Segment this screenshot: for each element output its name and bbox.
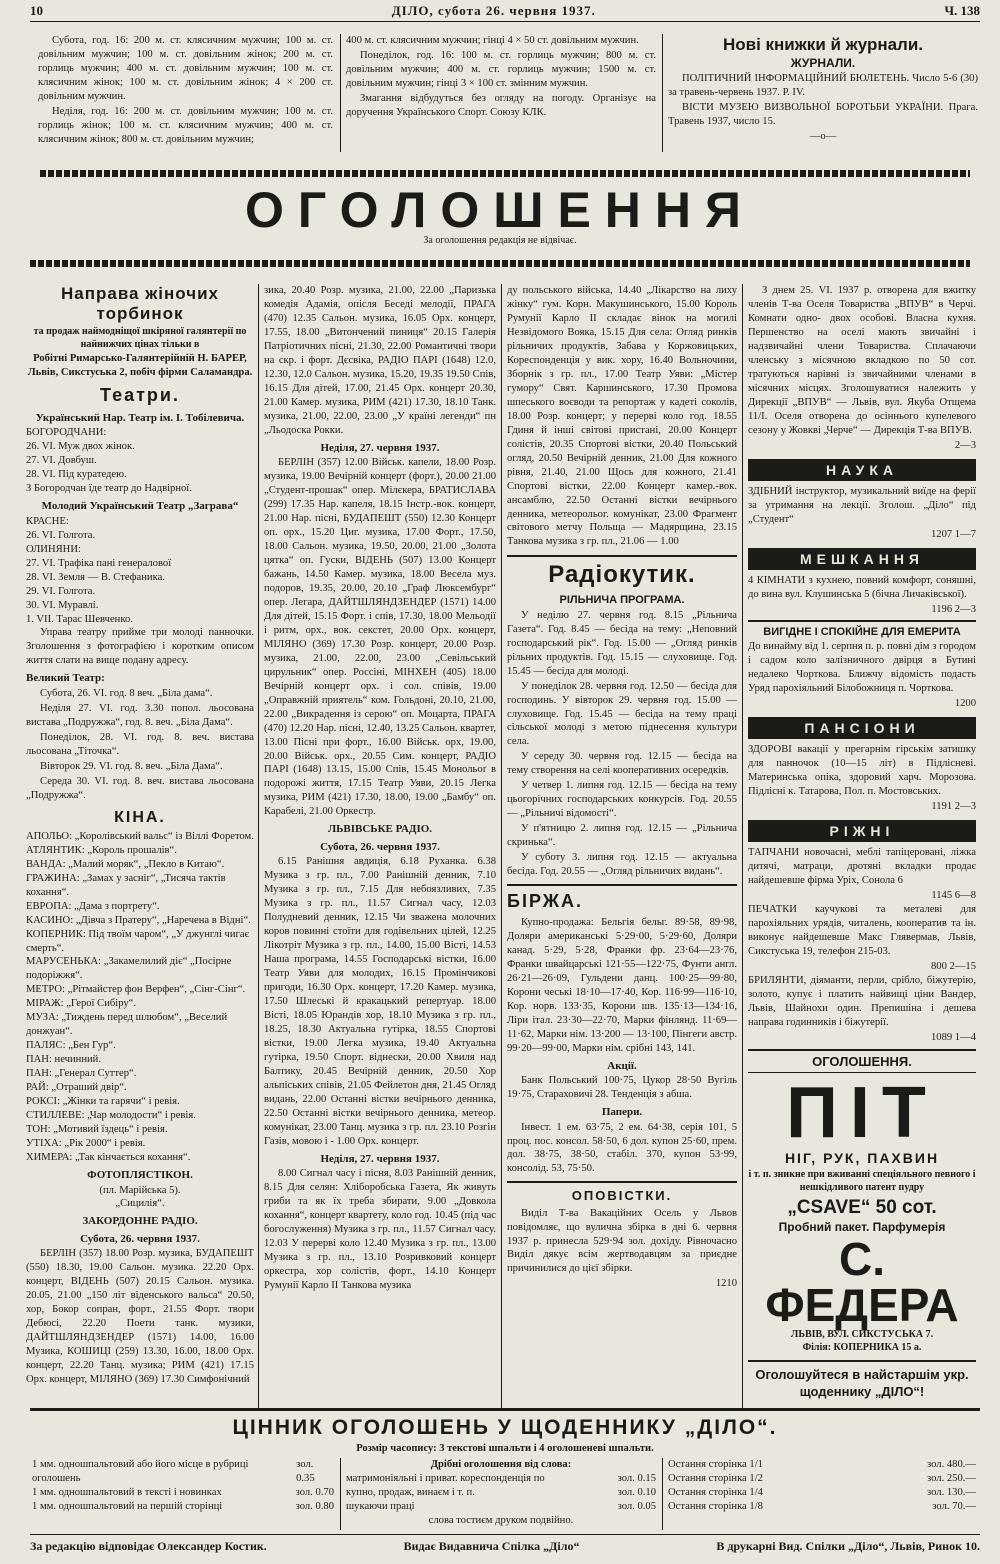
price-label: 1 мм. одношпальтовий в тексті і новинках: [32, 1486, 222, 1498]
notices-title: ОПОВІСТКИ.: [571, 1188, 673, 1204]
purse-ad-title: Направа жіночих торбинок: [60, 284, 220, 324]
page-number: 10: [30, 2, 43, 18]
sport-sunday: Неділя, год. 16: 200 м. ст. довільним мужчин; 100 м. ст. горлиць жінок; 100 м. ст. клясичним мужчин; 400 м. ст. клясичним жінок; 800 м. ст. довільним мужчин;: [38, 105, 333, 145]
pension-number: 1191 2—3: [931, 801, 976, 813]
theatre-2-line: 27. VI. Трафіка пані генералової: [26, 557, 172, 569]
price-value: зол. 0.35: [296, 1459, 315, 1484]
radio-sunday-text: БЕРЛІН (357) 12.00 Військ. капели, 18.00 Розр. музика, 19.00 Вечірній концерт (форт.), 20.00 21.00 „Студент-прошак“ опер. Мілєкера, БРАТИСЛАВА (299) 17.35 Нар. капеля, 18.15 Інстр.-вок. концерт, 21.00 Нар. пісні, БУДАПЕШТ (550) 12.30 Концерт оп. орх., 15.20 Циг. музика, 17.00 Форт., 17.50, 18.00 Сальон. музика, 19.50, 20.00, 21.00 „Золота цятка“ оп. Гуски, ВІДЕНЬ (507) 13.00 Концерт бажань, 14.50 Камер. музика, 18.00 Весела муз. подоров, 19.35, 20.00, 20.10 „Граф Люксембург“ опер. Легара, ДАЙТШЛЯНДЗЕНДЕР (1571) 14.00 Для дітей, 15.15 Форт. і спів, 17.30, 18.00 Мельодії і ритм, орх., вок. секстет, 20.00 Орх. концерт, МІЛЯНО (369) 17.30 Розр. концерт, 20.00 Розр. музика, 21.00, 22.00, 23.00 „Севільський цирульник“ опер. Россіні, МІНХЕН (405) 18.00 Вечірній концерт орх. і сол. співів, 19.00 „Оправжній приятель“ ком. Гольдоні, 20.10, 21.00, 22.00 „Викрадення із серою“ оп. Моцарта, ПРАГА (470) 12.20 Нар. пісні, 12.40, 13.25 Сальон. квартет, 13.00 Пісні при форт., 16.00 Військ. орх, 19.00, 20.00 Військ. орх., 20.55 Сим. концерт, РАДІО ПАРІ (1648) 13.15, 15.00 Спів, 15.45 Монольоґ в подорожі життя, 17.15 Театр Уяви, 20.15 Легка музика, РИМ (421) 17.30, 18.00, 19.00 „Бамбу“ оп. Карабелі, 21.00 Оркестр.: [264, 457, 496, 818]
cinema-line: ГРАЖИНА: „Замах у засніг“, „Тисяча тактів кохання“.: [26, 872, 226, 898]
grand-theatre-title: Великий Театр:: [26, 672, 105, 685]
price-value: зол. 0.70: [295, 1486, 334, 1498]
price-row: [32, 1458, 334, 1486]
issue-number: Ч. 138: [944, 2, 980, 18]
photoplasticon-line: „Сицилія“.: [115, 1198, 165, 1210]
column-1: [26, 284, 254, 1408]
theatre-2-place: ОЛИНЯНИ:: [26, 543, 81, 555]
price-label: купно, продаж, винаєм і т. п.: [346, 1486, 475, 1498]
csave-price: „CSAVE“ 50 сот.: [787, 1197, 937, 1219]
grand-theatre-line: Середа 30. VI. год. 8. веч. вистава льосована „Подружжа“.: [26, 775, 254, 801]
vpuv-number: 2—3: [954, 439, 976, 451]
price-value: зол. 250.—: [927, 1472, 976, 1484]
sport-monday: Понеділок, год. 16: 100 м. ст. горлиць мужчин; 800 м. ст. довільним мужчин; 400 м. ст. горлиць мужчин; 1500 м. ст. довільним мужчин; гінці 3 × 100 ст. змінним мужчин.: [346, 49, 656, 89]
price-label: Остання сторінка 1/1: [668, 1459, 763, 1470]
radio-intro: зика, 20.40 Розр. музика, 21.00, 22.00 „Паризька комедія Адамія, опісля Беседі мелодії, ПРАГА (470) 12.35 Сальон. музика, 16.05 Орх. концерт, 17.55, 18.00 „Витончений пиниця“ 20.15 Галерія Патріотичних пісні, 21.30, 22.00 Романтичні твори на скр. і форт. Дєсвіка, РАДІО ПАРІ (1648) 12.0, 12.30, 12.0 Сальон. музика, 15.20, 19.35 19.50 Спів, 16.15 Для дітей, 17.00, 21.45 Орх. концерт 20.30, 21.00 Камер. музика, РИМ (421) 17.30, 18.10 Танк. музика, 21.00, 22.00, 23.00 „У країні легенди“ пн „Льодоска Рокки.: [264, 285, 496, 436]
grand-theatre-line: Понеділок, 28. VI. год. 8. веч. вистава льосована „Тіточка“.: [26, 731, 254, 757]
price-label: 1 мм. одношпальтовий на першій сторінці: [32, 1500, 223, 1512]
exchange-rule: [507, 884, 737, 886]
lviv-radio-date: Субота, 26. червня 1937.: [320, 840, 440, 853]
papers-title: Папери.: [601, 1106, 643, 1119]
emeritus-number: 1200: [954, 697, 976, 709]
pit-text: і т. п. зникне при вживанні спеціяльного певного і нешкідливого патент пудру: [748, 1168, 976, 1193]
column-divider-1: [258, 284, 259, 1408]
radio-program: У суботу 3. липня год. 12.15 — актуальна бесіда. Год. 20.55 — „Огляд рільничих видань“.: [507, 852, 737, 878]
housing-ad: 4 КІМНАТИ з кухнею, повний комфорт, соняшні, до вина вул. Клушинська 5 (бічна Личаківської).: [748, 575, 976, 601]
pit-title: ПІТ: [786, 1073, 938, 1154]
price-row: [668, 1486, 976, 1500]
theatre-1-line: 27. VI. Довбуш.: [26, 455, 97, 467]
price-row: [668, 1458, 976, 1472]
price-row: [346, 1486, 656, 1500]
new-books: [668, 34, 978, 152]
misc-ad-couches-number: 1145 6—8: [931, 890, 976, 902]
pricelist-left: [32, 1458, 334, 1530]
theatre-2-note: Управа театру прийме три молоді панночки. Зголошення з фотографією і коротким описом життя слати на вище подану адресу.: [26, 627, 254, 667]
radio-program: У середу 30. червня год. 12.15 — бесіда на тему створення на селі кооперативних осередків.: [507, 751, 737, 777]
price-label: Остання сторінка 1/4: [668, 1486, 763, 1498]
cinema-line: ЕВРОПА: „Дама з портрету“.: [26, 900, 160, 912]
science-number: 1207 1—7: [930, 529, 976, 540]
cinema-line: ТОН: „Мотивий їздець“ і ревія.: [26, 1124, 168, 1136]
books-title: Нові книжки й журнали.: [722, 35, 924, 54]
foreign-radio-title: ЗАКОРДОННЕ РАДІО.: [82, 1215, 198, 1228]
vpuv-notice: З днем 25. VI. 1937 р. отворена для вжитку членів Т-ва Оселя Товариства „ВПУВ“ в Черчі. Комнати одно- двох особові. Власна кухня. Першенство на оселі мають звичайні і надзвичайні члени Товариства. Сплачаючи членську з місячною вкладкою по 50 сот. тратуються нарівні із звичайними членами в місячних місцях. Зголошуватися належить у Дирекції „ВПУВ“ — Львів, вул. Якуба Отщема 11/I. Оселя отворена до осіннього купелевого сезону у Жовкві „Черче“ — Дирекція Т-ва ВПУВ.: [748, 285, 976, 436]
federa-title: С. ФЕДЕРА: [765, 1232, 959, 1331]
banner-bar-bottom: [30, 260, 970, 267]
science-ad: ЗДІБНИЙ інструктор, музикальний виїде на ферії за утримання на лекції. Зголош. „Діло“ під „Студент“: [748, 486, 976, 526]
notices-rule: [507, 1181, 737, 1183]
theatre-2-line: 30. VI. Муравлі.: [26, 599, 99, 611]
cinema-line: АТЛЯНТИК: „Король прошалів“.: [26, 844, 177, 856]
top-col-1: [38, 34, 333, 152]
price-value: зол. 130.—: [927, 1486, 976, 1498]
column-divider-3: [742, 284, 743, 1408]
photoplasticon-address: (пл. Марійська 5).: [99, 1184, 181, 1196]
sport-saturday: Субота, год. 16: 200 м. ст. клясичним мужчин; 100 м. ст. довільним мужчин; 100 м. ст. довільним жінок; 200 м. ст. горлиць мужчин; 400 м. ст. довільним мужчин; 100 м. ст. клясичним жінок; 100 м. ст. довільним жінок; 4 × 200 ст. довільним мужчин.: [38, 35, 333, 102]
theatre-1-place: БОГОРОДЧАНИ:: [26, 427, 107, 439]
lviv-sunday-title: Неділя, 27. червня 1937.: [320, 1152, 440, 1165]
foreign-radio-date: Субота, 26. червня 1937.: [80, 1232, 200, 1245]
price-label: матримоніяльні і приват. кореспонденція по: [346, 1472, 545, 1484]
masthead-date: ДІЛО, субота 26. червня 1937.: [391, 2, 596, 18]
footer-editor: За редакцію відповідає Олександер Костик.: [30, 1538, 267, 1553]
theatre-2-place: КРАСНЕ:: [26, 515, 69, 527]
notices-number: 1210: [715, 1278, 737, 1290]
price-value: зол. 0.05: [617, 1500, 656, 1512]
radio-program: У неділю 27. червня год. 8.15 „Рільнича Газета“. Год. 8.45 — бесіда на тему: „Неповний господарський рік“. Год. 15.00 — „Огляд ринків рільних продуктів. Год. 15.15 — слуховище. Год. 15.45 — бесіда для молоді.: [507, 609, 737, 677]
footer: [30, 1534, 980, 1558]
price-label: шукаючи праці: [346, 1500, 415, 1512]
theatre-1-line: З Богородчан їде театр до Надвірної.: [26, 483, 192, 495]
footer-printer: В друкарні Вид. Спілки „Діло“, Львів, Ринок 10.: [716, 1538, 980, 1553]
price-value: зол. 480.—: [927, 1459, 976, 1470]
theatre-2-title: Молодий Український Театр „Заграва“: [41, 500, 239, 513]
radio-sunday-title: Неділя, 27. червня 1937.: [320, 441, 440, 454]
cinema-line: КОПЕРНИК: Під твоїм чаром“, „У джунглі чигає смерть“.: [26, 928, 250, 954]
misc-ad-couches: ТАПЧАНИ новочасні, меблі тапіцеровані, ліжка дитячі, матраци, дротяні вкладки продає найдешевше фірма Уріх, Сонола 6: [748, 847, 976, 887]
price-label: Остання сторінка 1/2: [668, 1472, 763, 1484]
cinema-line: РАЙ: „Отраший двір“.: [26, 1082, 127, 1094]
cinema-line: АПОЛЬО: „Королівський вальс“ із Віллі Форетом.: [26, 830, 254, 842]
pricelist-right: [668, 1458, 976, 1530]
cinema-title: КІНА.: [114, 808, 166, 826]
banner-subtitle: За оголошення редакція не відвічає.: [423, 235, 577, 246]
price-row: [668, 1500, 976, 1514]
cinema-line: ПАН: „Генерал Суттер“.: [26, 1068, 137, 1080]
lviv-radio-title: ЛЬВІВСЬКЕ РАДІО.: [327, 823, 433, 836]
cinema-line: РОКСІ: „Жінки та гарячи“ і ревія.: [26, 1096, 180, 1108]
sport-continued: 400 м. ст. клясичним мужчин; гінці 4 × 50 ст. довільним мужчин.: [346, 35, 639, 46]
slogan: Оголошуйтеся в найстаршім укр. щоденнику „ДІЛО“!: [748, 1360, 976, 1400]
price-row: [346, 1500, 656, 1514]
science-header: НАУКА: [748, 459, 976, 481]
shares-title: Акції.: [607, 1059, 637, 1072]
radio-continued: ду польського війська, 14.40 „Лікарство на лиху жінку“ гум. Корн. Макушинського, 15.00 Король Румунії Карло II складає вінок на могилі Незвідомого Вояка, 15.15 Для села: Огляд ринків рільничих продуктів, Забава у Коржовицьких, Кореспонденція у вик. хору, 16.40 Вольночини, Зборнік з гр. пл., 17.00 Театр Уяви: „Містер гумору“ Свят. Каршинського, 17.30 Промова шпеського воєводи та репортаж у кадеті соколів, 18.00 Розр. концерт; у перерві коло год. 18.55 Гдиня й інші світові пристані, 20.00 Концерт солістів, 20.35 Спортові вістки, 20.40 Польський огляд, 20.50 Вечірній денник, 21.00 Для кожного рівня, 21.40, 21.00 Щось для кожного, 21.41 Спортові вістки, 22.00 Концерт камер.-вок. ансамблю, 22.50 Останні вістки вечірнього денника, метеорольог. комунікат, 23.00 Фрагмент світового метчу Польща — Мадярщина, 23.15 Танкова музика з гр. пл., 21.06 — 1.00: [507, 285, 737, 548]
theatre-2-line: 1. VII. Тарас Шевченко.: [26, 613, 133, 625]
price-value: зол. 0.10: [617, 1486, 656, 1498]
radio-program: У четвер 1. липня год. 12.15 — бесіда на тему цьогорічних господарських конкурсів. Год. 20.55 — „Рільничі відомості“.: [507, 780, 737, 820]
radio-program: У понеділок 28. червня год. 12.50 — бесіда для господинь. У вівторок 29. червня год. 15.00 — слуховище. Год. 15.45 — бесіда на тему праці сільської молоді з метою піднесення культури села.: [507, 680, 737, 748]
lviv-sunday-text: 8.00 Сигнал часу і пісня, 8.03 Ранішній денник, 8.15 Для селян: Хліборобська Газета, Як живуть гриби та як їх треба збирати, 9.00 „Довкола кохання“, концерт квартету, коло год. 10.45 (під час богослуження) Музика з гр. пл., 11.57 Сигнал часу. 12.03 У перерві коло 12.40 Музика з гр. пл., 13.00 Музика з гр. пл., 13.10 Розривковий концерт оркестра, хор солістів, форт., 14.10 Концерт Румунії Карло II Танкова музика: [264, 1168, 496, 1291]
radio-rule: [507, 555, 737, 557]
housing-number: 1196 2—3: [931, 604, 976, 616]
top-divider-2: [662, 34, 663, 152]
books-entry-2: ВІСТИ МУЗЕЮ ВИЗВОЛЬНОЇ БОРОТЬБИ УКРАЇНИ. Прага. Травень 1937, число 15.: [668, 102, 978, 128]
pricelist-subtitle: Розмір часопису: 3 текстові шпальти і 4 оголошеневі шпальти.: [356, 1443, 654, 1454]
misc-ad-diamonds: БРИЛЯНТИ, діяманти, перли, срібло, біжутерію, золото, купує і платить найвищі ціни Вандер, Львів, Шайнохи один. Препишіна і дешева направа годинників і біжутерії.: [748, 975, 976, 1029]
theatres-title: Театри.: [100, 385, 180, 406]
cinema-line: ПАЛЯС: „Бен Гур“.: [26, 1040, 116, 1052]
column-divider-2: [501, 284, 502, 1408]
photoplasticon-title: ФОТОПЛЯСТІКОН.: [87, 1169, 193, 1181]
emeritus-title: ВИГІДНЕ І СПОКІЙНЕ ДЛЯ ЕМЕРИТА: [748, 620, 976, 640]
cinema-line: МУЗА: „Тиждень перед шлюбом“, „Веселий донжуан“.: [26, 1012, 228, 1038]
theatre-1-line: 26. VI. Муж двох жінок.: [26, 441, 135, 453]
price-row: [32, 1500, 334, 1514]
price-row: [668, 1472, 976, 1486]
price-row: [32, 1486, 334, 1500]
price-label: Остання сторінка 1/8: [668, 1500, 763, 1512]
pension-header: ПАНСІОНИ: [748, 717, 976, 739]
cinema-line: УТІХА: „Рік 2000“ і ревія.: [26, 1138, 146, 1150]
misc-header: РІЖНІ: [748, 820, 976, 842]
pricelist-title: ЦІННИК ОГОЛОШЕНЬ У ЩОДЕННИКУ „ДІЛО“.: [232, 1416, 778, 1439]
banner-bar-top: [40, 170, 970, 177]
pension-ad: ЗДОРОВІ вакації у прегарнім гірськім затишку для панночок (10—15 літ) в Підлісневі. Материнська опіка, здоровий харч. Морозова. Підлісні к. Татарова, Пол. п. Мостовських.: [748, 744, 976, 798]
pricelist-rule: [30, 1408, 980, 1411]
column-3: [507, 284, 737, 1408]
masthead: [30, 0, 980, 22]
exchange-title: БІРЖА.: [507, 891, 583, 912]
books-ornament: —o—: [809, 131, 837, 143]
federa-address: ЛЬВІВ, ВУЛ. СИКСТУСЬКА 7.: [790, 1328, 934, 1340]
theatre-2-line: 26. VI. Голгота.: [26, 529, 96, 541]
misc-ad-diamonds-number: 1089 1—4: [930, 1032, 976, 1044]
small-ads-title: Дрібні оголошення від слова:: [430, 1459, 572, 1470]
theatre-1-title: Український Нар. Театр ім. І. Тобілевича.: [35, 411, 245, 424]
radio-program: У п'ятницю 2. липня год. 12.15 — „Рільнича скринька“.: [507, 823, 737, 849]
small-ads-note: слова тостиєм друком подвійно.: [428, 1514, 574, 1526]
price-row: [346, 1472, 656, 1486]
grand-theatre-line: Вівторок 29. VI. год. 8. веч. „Біла Дама“.: [40, 760, 223, 772]
books-subtitle: ЖУРНАЛИ.: [790, 56, 856, 71]
radio-corner-title: Радіокутик.: [548, 561, 696, 589]
price-value: зол. 70.—: [932, 1500, 976, 1512]
misc-ad-stamps-number: 800 2—15: [930, 961, 976, 973]
grand-theatre-line: Субота, 26. VI. год. 8 веч. „Біла дама“.: [40, 687, 213, 699]
federa-branch: Філія: КОПЕРНИКА 15 а.: [802, 1342, 922, 1354]
radio-corner-subtitle: РІЛЬНИЧА ПРОГРАМА.: [559, 594, 685, 607]
theatre-2-line: 29. VI. Голгота.: [26, 585, 96, 597]
cinema-line: КАСИНО: „Дівча з Пратеру“, „Наречена в Відні“.: [26, 914, 251, 926]
ads-header: ОГОЛОШЕННЯ.: [748, 1049, 976, 1073]
theatre-2-line: 28. VI. Земля — В. Стефаника.: [26, 571, 165, 583]
price-value: зол. 0.80: [295, 1500, 334, 1512]
pit-subtitle: НІГ, РУК, ПАХВИН: [784, 1150, 940, 1167]
foreign-radio-text: БЕРЛІН (357) 18.00 Розр. музика, БУДАПЕШТ (550) 18.30, 19.00 Сальон. музика. 22.20 Орх. концерт, ВІДЕНЬ (507) 20.15 Сальон. музика. 20.05, 21.00 „150 літ віденського вальса“ 20.50, хор, Бокор сопран, форт., 21.55 Форт. твори Дебюсі, 22.20 Поети танк. музики, ДАЙТШЛЯНДЗЕНДЕР (1571) 14.00, 16.00 Музика, КОШИЦІ (259) 13.30, 16.00, 18.00 Орх. концерт, 22.20 Танц. музика; РИМ (421) 17.15 Орх. концерт, МІЛЯНО (369) 17.30 Симфонічний: [26, 1248, 254, 1386]
top-col-2: [346, 34, 656, 152]
exchange-text: Купно-продажа: Бельгія бельг. 89·58, 89·98, Доляри американські 5·29·00, 5·29·60, Доляри канад. 5·29, 5·28, Франки фр. 23·64—23·76, Франки швайцарські 121·55—122·75, Фунти англ. 26·21—26·09, Гульдени данц. 100·25—99·80, Корони чеські 18·10—17·40, Кор. 116·99—116·10, Кор. норв. 133·35, Корони шв. 135·13—134·16, Ліри італ. 23·30—22·70, Марки фінлянд. 11·69—11·62, Марки нім. 13·200 — 13·100, Пінгеги австр. 99·20—99·00, Марки нім. срібні 143, 141.: [507, 916, 737, 1054]
cinema-line: ХИМЕРА: „Так кінчається кохання“.: [26, 1152, 191, 1164]
lviv-radio-text: 6.15 Ранішня авдиція, 6.18 Руханка. 6.38 Музика з гр. пл., 7.00 Ранішній денник, 7.10 Музика з гр. пл., 7.15 Для небоязливих, 7.35 Музика з гр. пл., 11.57 Сигнал часу, 12.03 Полудневий денник, 12.15 Чи зважена молочних коров повинні стоїти для годівельних цілей, 12.25 Лікотріт Музика з гр. пл., 14.00, 15.00 Вісті, 14.53 Наша програма, 14.55 Господарські вістки, 16.00 Театр Уяви для молодих, 16.15 Промінчикові пригоди, 16.30 Орх. концерт, 17.20 Камер. музика, 17.50 Шлеські й кракацький репертуар. 18.00 Вісті, 18.05 Юрандів хор, 18.10 Музика з гр. пл., 18.25, 18.30 Актуальна гутірка, 18.55 Спортові вістки, 19.00 Легка музика, 19.40 Актуальна гутірка, 19.50 Спорт. віднески, 20.00 Хвиля над Балтику, 20.45 Вечірній денник, 20.50 Хор альпіських співів, 21.05 Фейлетон дня, 21.45 Огляд видань, 22.00 Останні вістки вечірнього денника, 22.50 Останні вістки вечірнього денника, метеор. комунікат, 23.00 Танц. музика з гр. пл. 23.10 Розгін Газів, мовою і - 1.00 Орх. концерт.: [264, 856, 496, 1147]
pricelist-divider-2: [662, 1458, 663, 1530]
sport-note: Змагання відбудуться без огляду на погоду. Організує на доручення Українського Спорт. Союзу КЛК.: [346, 92, 656, 118]
papers-text: Інвест. 1 ем. 63·75, 2 ем. 64·38, серія 101, 5 проц. пос. консол. 58·50, 6 дол. купон 25·60, прем. дол. 38·75, 38·50, стабіл. 370, купон 53·99, консолід. 53, 75·50.: [507, 1121, 737, 1175]
cinema-line: ВАНДА: „Малий моряк“, „Пекло в Китаю“.: [26, 858, 225, 870]
notices-text: Виділ Т-ва Вакаційних Осель у Львов повідомляє, що вулична збірка в дні 6. червня 1937 р. принесла 529·94 зол. дохіду. Рівночасно Виділ дякує всім жертводавцям за приєдне причинилися до цієї збірки.: [507, 1207, 737, 1275]
price-value: зол. 0.15: [617, 1472, 656, 1484]
footer-publisher: Видає Видавнича Спілка „Діло“: [403, 1538, 580, 1553]
probe-pack: Пробний пакет. Парфумерія: [778, 1220, 946, 1235]
column-4: [748, 284, 976, 1408]
banner-title: ОГОЛОШЕННЯ: [245, 182, 755, 238]
books-entry-1: ПОЛІТИЧНИЙ ІНФОРМАЦІЙНИЙ БЮЛЕТЕНЬ. Число 5-6 (30) за травень-червень 1937. Р. IV.: [668, 73, 978, 99]
cinema-line: МЕТРО: „Рітмайстер фон Верфен“, „Сінг-Сінг“.: [26, 984, 246, 996]
cinema-line: МІРАЖ: „Герої Сибіру“.: [26, 998, 136, 1010]
column-2: [264, 284, 496, 1408]
cinema-line: СТИЛЛЕВЕ: „Чар молодости“ і ревія.: [26, 1110, 196, 1122]
emeritus-ad: До винайму від 1. серпня п. р. повні дім з городом і садом коло залізничного двірця в Бутині недалеко Чорткова. Ближчу відомість подасть Уряд парохіяльний Білобожниця п. Чорткова.: [748, 640, 976, 694]
cinema-line: МАРУСЕНЬКА: „Закамелилий діє“ „Посірне подоріжжя“.: [26, 956, 232, 982]
misc-ad-stamps: ПЕЧАТКИ каучукові та металеві для парохіяльних урядів, читалень, кооператив та ін. виконує найдешевше Макс Глявермав, Львів, Сикстуська 19, телефон 215-03.: [748, 904, 976, 958]
theatre-1-line: 28. VI. Під куратедею.: [26, 469, 127, 481]
purse-ad-text: та продаж наймодніщої шкіряної галянтерії по найнижчих цінах тільки в: [33, 325, 247, 350]
grand-theatre-line: Неділя 27. VI. год. 3.30 попол. льосована вистава „Подружжа“, год. 8. веч. „Біла Дама“.: [26, 702, 254, 728]
shares-text: Банк Польський 100·75, Цукор 28·50 Вугіль 19·75, Стараховичі 28. Тенденція з абша.: [507, 1075, 737, 1101]
pricelist-middle: [346, 1458, 656, 1530]
housing-header: МЕШКАННЯ: [748, 548, 976, 570]
price-label: 1 мм. одношпальтовий або його місце в рубриці оголошень: [32, 1459, 249, 1484]
purse-ad-firm: Робітні Римарсько-Галянтерійній Н. БАРЕР, Львів, Сикстуська 2, побіч фірми Саламандра.: [27, 353, 253, 379]
cinema-line: ПАН: нечинний.: [26, 1054, 101, 1066]
top-divider-1: [340, 34, 341, 152]
pricelist-divider-1: [340, 1458, 341, 1530]
